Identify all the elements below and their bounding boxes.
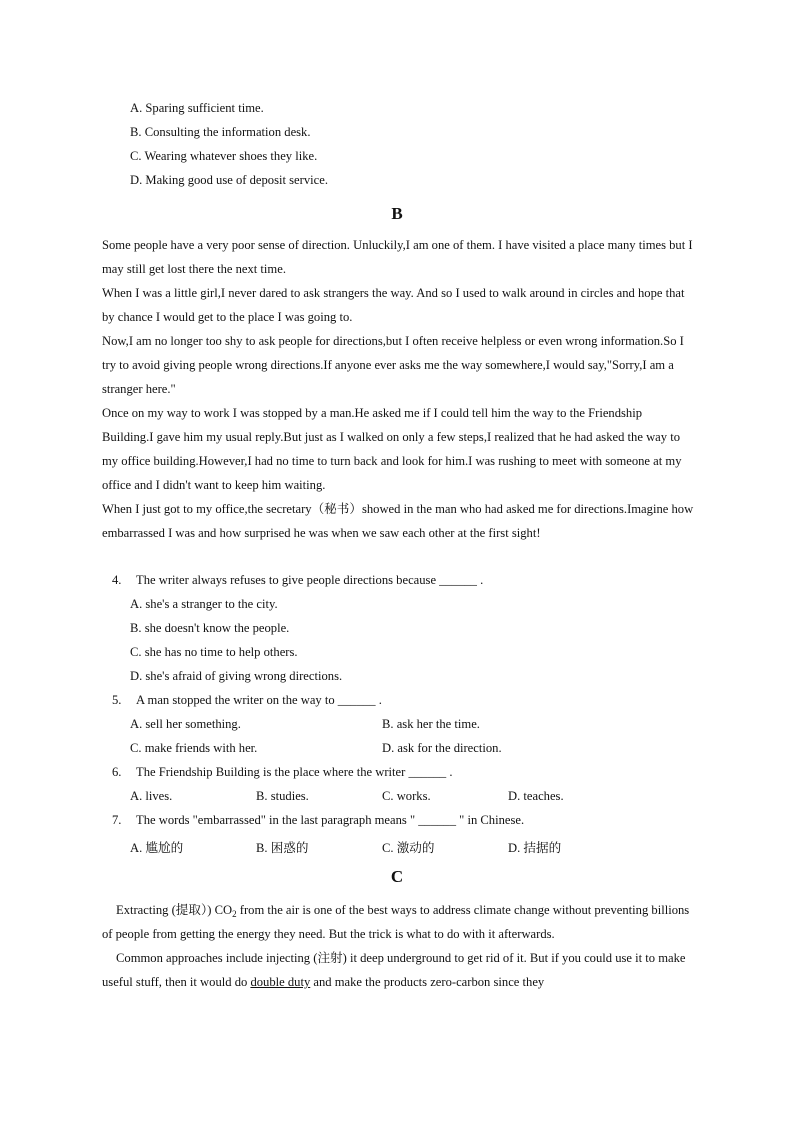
question-4-option-d: D. she's afraid of giving wrong directions. <box>130 669 343 683</box>
question-6-option-c: C. works. <box>382 789 431 803</box>
question-4-option-a: A. she's a stranger to the city. <box>130 597 278 611</box>
paragraph: When I was a little girl,I never dared to ask strangers the way. And so I used to walk around in circles and hope that by chance I would get to the place I was going to. <box>102 286 685 324</box>
paragraph: When I just got to my office,the secretary（秘书）showed in the man who had asked me for directions.Imagine how embarrassed I was and how surprised he was when we saw each other at the first sight! <box>102 502 694 540</box>
section-c-heading: C <box>390 867 404 886</box>
question-7-number: 7. <box>112 813 122 827</box>
prev-option-b: B. Consulting the information desk. <box>130 125 311 139</box>
prev-option-a: A. Sparing sufficient time. <box>130 101 264 115</box>
question-7-stem: The words "embarrassed" in the last paragraph means " ______ " in Chinese. <box>136 813 525 827</box>
question-5-stem: A man stopped the writer on the way to ______ . <box>136 693 382 707</box>
question-4-stem: The writer always refuses to give people directions because ______ . <box>136 573 484 587</box>
question-7-option-a: A. 尴尬的 <box>130 841 184 855</box>
question-7-option-c: C. 激动的 <box>382 841 435 855</box>
question-7-option-b: B. 困惑的 <box>256 841 309 855</box>
question-5-option-b: B. ask her the time. <box>382 717 480 731</box>
paragraph <box>102 898 694 946</box>
subscript: 2 <box>232 909 237 919</box>
section-c-passage <box>102 898 694 994</box>
paragraph-text: and make the products zero-carbon since they <box>310 975 545 989</box>
section-b-passage <box>102 233 694 545</box>
question-4-option-b: B. she doesn't know the people. <box>130 621 290 635</box>
question-5-option-d: D. ask for the direction. <box>382 741 502 755</box>
section-b-heading: B <box>391 204 403 223</box>
paragraph: Now,I am no longer too shy to ask people for directions,but I often receive helpless or even wrong information.So I try to avoid giving people wrong directions.If anyone ever asks me the way somewhere,I would say,"Sorry,I am a stranger here." <box>102 334 684 396</box>
paragraph: Once on my way to work I was stopped by a man.He asked me if I could tell him the way to the Friendship Building.I gave him my usual reply.But just as I walked on only a few steps,I realized that he had asked the way to my office building.However,I had no time to turn back and look for him.I was rushing to meet with someone at my office and I didn't want to keep him waiting. <box>102 406 682 492</box>
question-6-option-d: D. teaches. <box>508 789 564 803</box>
question-6-number: 6. <box>112 765 122 779</box>
prev-option-d: D. Making good use of deposit service. <box>130 173 328 187</box>
underlined-term: double duty <box>250 975 311 989</box>
question-7-option-d: D. 拮据的 <box>508 841 562 855</box>
question-6-stem: The Friendship Building is the place where the writer ______ . <box>136 765 453 779</box>
question-5-number: 5. <box>112 693 122 707</box>
paragraph-text: from the air is one of the best ways to address climate change without preventing billions of people from getting the energy they need. But the trick is what to do with it afterwards. <box>102 903 690 941</box>
question-6-option-a: A. lives. <box>130 789 173 803</box>
prev-option-c: C. Wearing whatever shoes they like. <box>130 149 318 163</box>
question-5-option-a: A. sell her something. <box>130 717 241 731</box>
paragraph: Some people have a very poor sense of direction. Unluckily,I am one of them. I have visited a place many times but I may still get lost there the next time. <box>102 238 693 276</box>
question-4-option-c: C. she has no time to help others. <box>130 645 298 659</box>
paragraph-text: Common approaches include injecting (注射) it deep underground to get rid of it. But if you could use it to make useful stuff, then it would do <box>102 951 686 989</box>
question-4-number: 4. <box>112 573 122 587</box>
paragraph <box>102 946 694 994</box>
question-5-option-c: C. make friends with her. <box>130 741 258 755</box>
paragraph-text: Extracting (提取）) CO <box>116 903 233 917</box>
question-6-option-b: B. studies. <box>256 789 309 803</box>
